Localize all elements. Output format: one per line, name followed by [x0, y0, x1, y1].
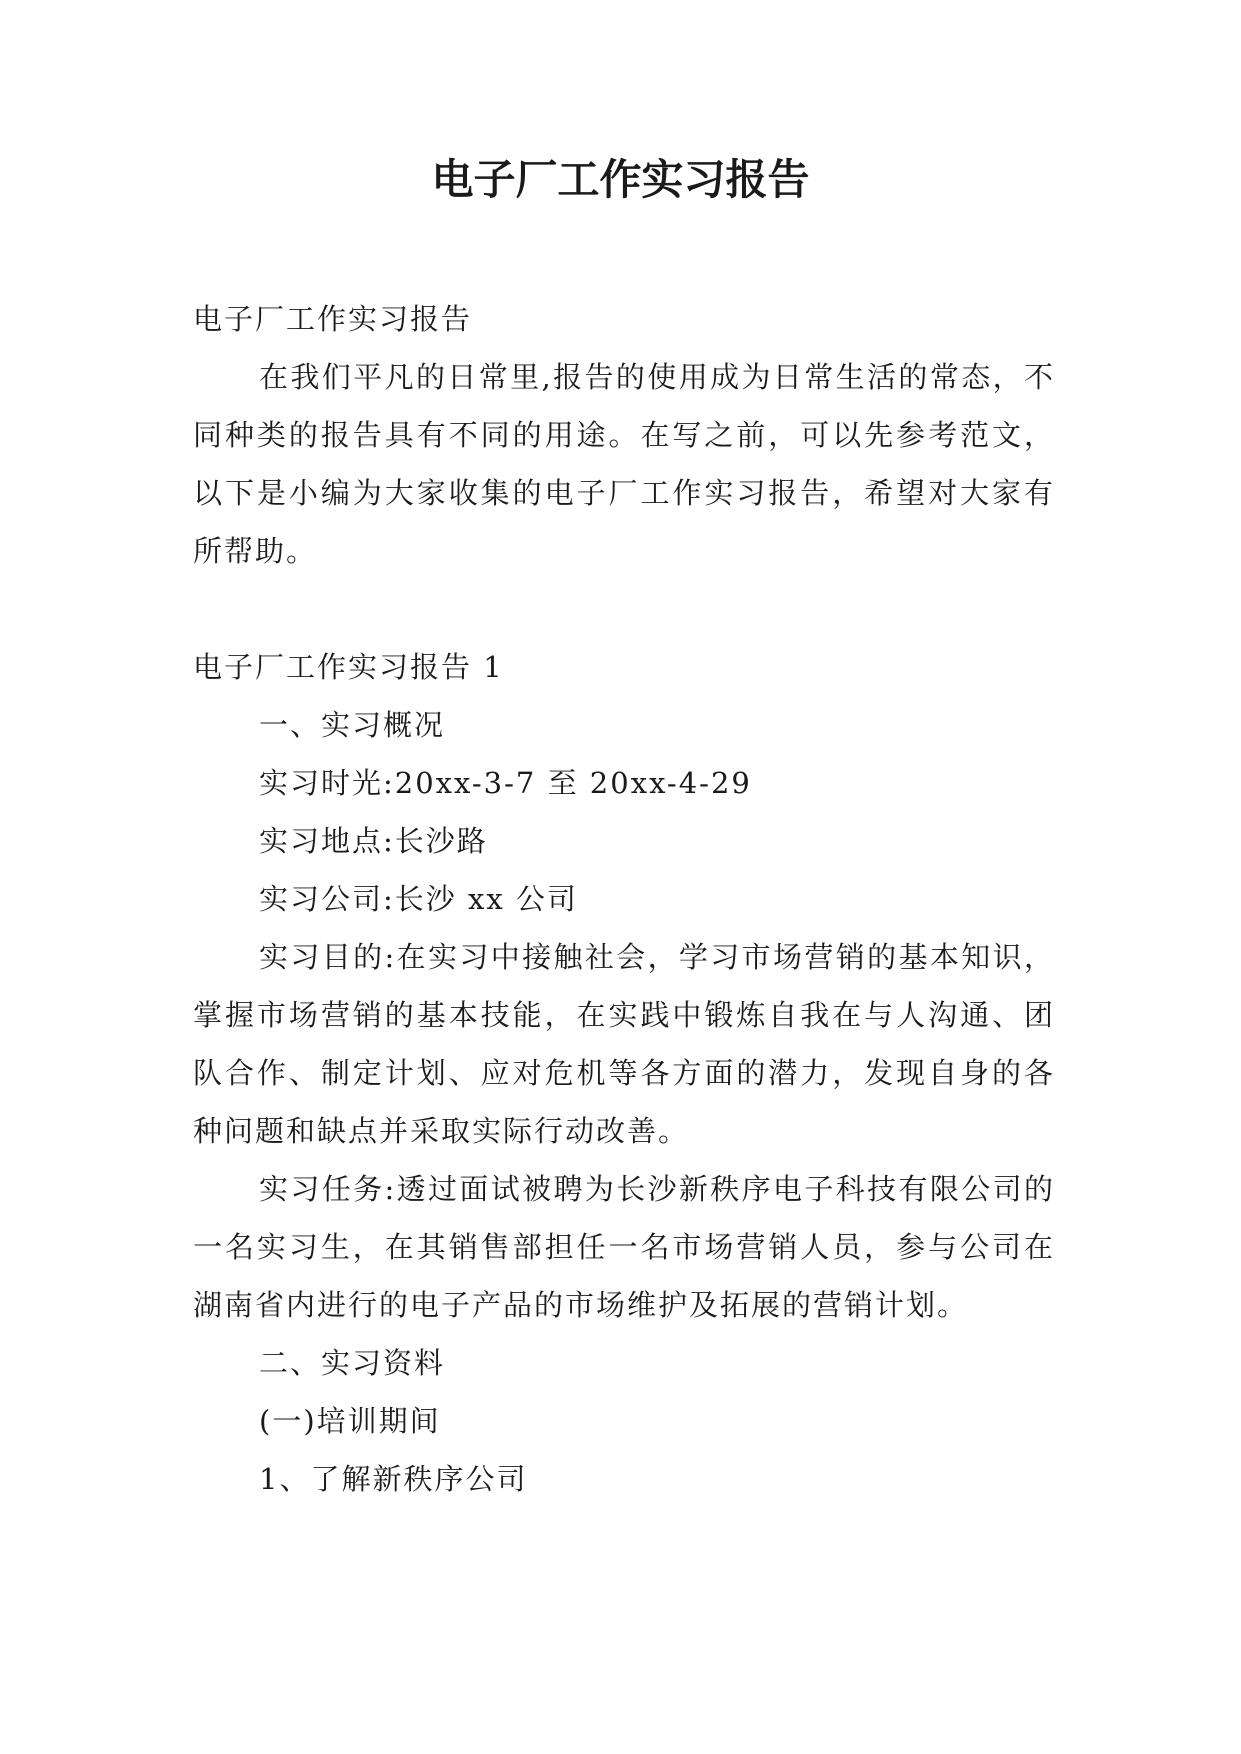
- internship-purpose: 实习目的:在实习中接触社会，学习市场营销的基本知识，掌握市场营销的基本技能，在实践中锻炼自我在与人沟通、团队合作、制定计划、应对危机等各方面的潜力，发现自身的各种问题和缺点并采取实际行动改善。: [193, 940, 1055, 1148]
- section-heading-materials: 二、实习资料: [259, 1346, 446, 1380]
- subsection-training: (一)培训期间: [259, 1404, 441, 1438]
- internship-task: 实习任务:透过面试被聘为长沙新秩序电子科技有限公司的一名实习生，在其销售部担任一名市场营销人员，参与公司在湖南省内进行的电子产品的市场维护及拓展的营销计划。: [193, 1172, 1055, 1322]
- list-item: 1、了解新秩序公司: [259, 1462, 528, 1496]
- document-body: [193, 290, 1055, 1508]
- intro-paragraph: 在我们平凡的日常里,报告的使用成为日常生活的常态，不同种类的报告具有不同的用途。在写之前，可以先参考范文，以下是小编为大家收集的电子厂工作实习报告，希望对大家有所帮助。: [193, 360, 1055, 568]
- page-title: 电子厂工作实习报告: [431, 155, 810, 204]
- section-heading-overview: 一、实习概况: [259, 708, 446, 742]
- internship-company: 实习公司:长沙 xx 公司: [259, 882, 578, 916]
- subtitle-paragraph: 电子厂工作实习报告: [193, 302, 473, 336]
- internship-location: 实习地点:长沙路: [259, 824, 488, 858]
- report-heading: 电子厂工作实习报告 1: [193, 650, 504, 684]
- internship-period: 实习时光:20xx-3-7 至 20xx-4-29: [259, 766, 752, 800]
